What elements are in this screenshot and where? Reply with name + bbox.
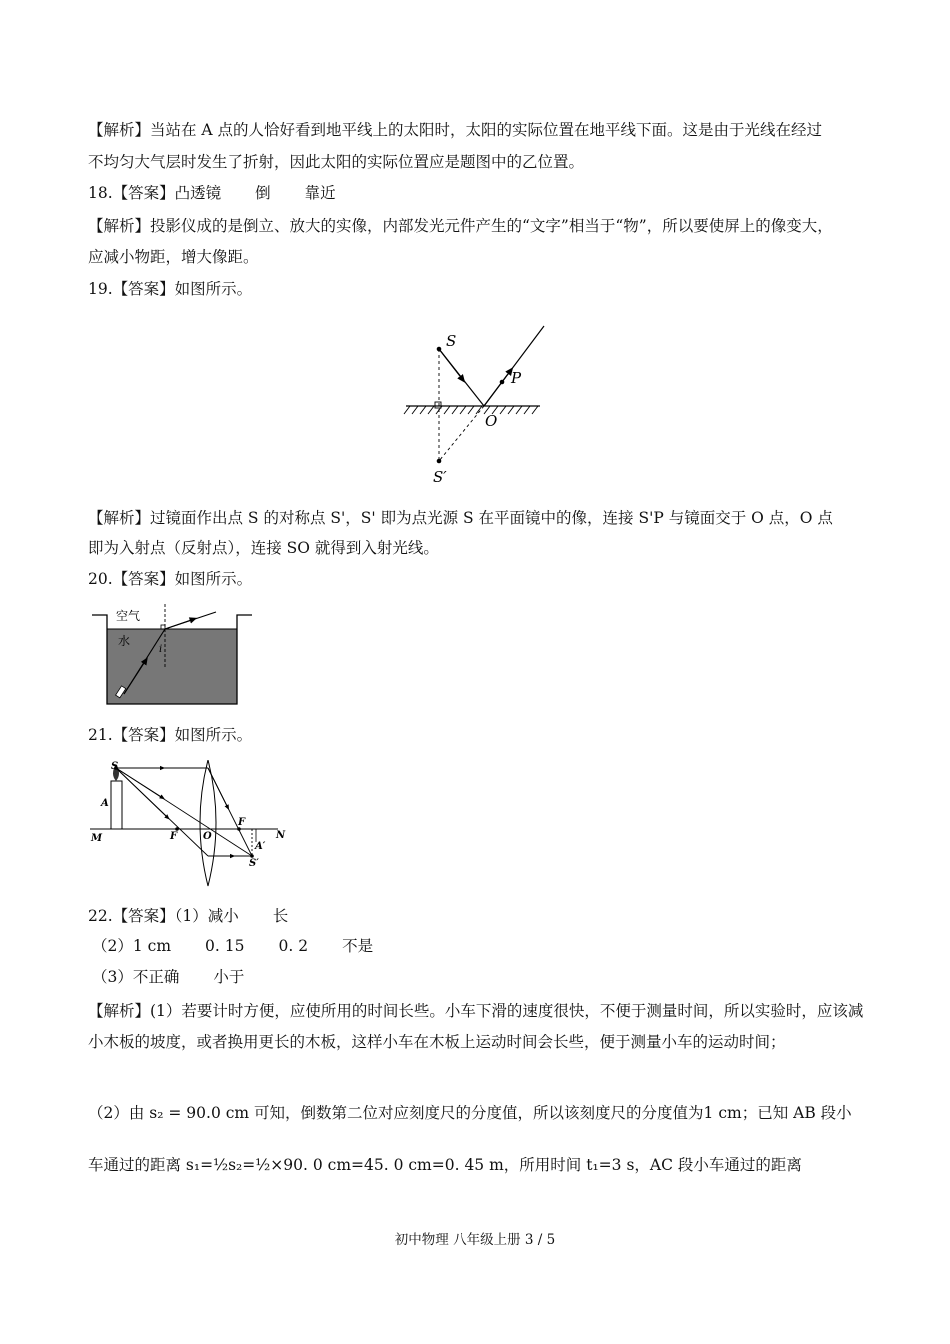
mirror-hatch <box>404 406 538 414</box>
q22-analysis-p3: 车通过的距离 s₁=½s₂=½×90. 0 cm=45. 0 cm=0. 45 m，所用时间 t₁=3 s，AC 段小车通过的距离 <box>88 1156 802 1174</box>
label-water: 水 <box>118 634 131 648</box>
label-S-prime: S′ <box>249 858 259 869</box>
candle <box>111 781 122 829</box>
q22-answer-2b: 0. 15 <box>205 937 245 955</box>
virtual-ray-line <box>439 406 484 461</box>
q22-answer-2d: 不是 <box>342 937 374 955</box>
label-S: S <box>111 761 119 772</box>
q22-analysis-p2: （2）由 s₂ = 90.0 cm 可知，倒数第二位对应刻度尺的分度值，所以该刻度尺的分度值为1 cm；已知 AB 段小 <box>88 1104 852 1122</box>
q18-answer-2: 倒 <box>255 184 271 202</box>
q22-analysis-p1: 【解析】(1）若要计时方便，应使所用的时间长些。小车下滑的速度很快，不便于测量时间，所以实验时，应该减小木板的坡度，或者换用更长的木板，这样小车在木板上运动时间会长些，便于测量小车的运动时间； <box>88 1002 864 1051</box>
q19-analysis-line2: 即为入射点（反射点），连接 SO 就得到入射光线。 <box>88 539 439 557</box>
q22-answer-2 <box>92 935 373 957</box>
q22-answer-2a: （2）1 cm <box>92 937 172 955</box>
q18-analysis-line2: 应减小物距，增大像距。 <box>88 248 259 266</box>
label-M: M <box>91 833 103 844</box>
q22-answer-3 <box>92 966 244 988</box>
q19-answer: 19.【答案】如图所示。 <box>88 280 253 298</box>
q19-analysis-line1: 【解析】过镜面作出点 S 的对称点 S'，S' 即为点光源 S 在平面镜中的像，连接 S'P 与镜面交于 O 点，O 点 <box>88 509 833 527</box>
q21-lens-figure <box>88 760 298 888</box>
point-S <box>437 347 442 352</box>
q20-refraction-figure <box>88 600 258 710</box>
q22-answer-1 <box>88 905 288 927</box>
q17-analysis-line1: 【解析】当站在 A 点的人恰好看到地平线上的太阳时，太阳的实际位置在地平线下面。这是由于光线在经过 <box>88 121 823 139</box>
q17-analysis-line2: 不均匀大气层时发生了折射，因此太阳的实际位置应是题图中的乙位置。 <box>88 153 585 171</box>
label-F1: F <box>170 831 178 842</box>
label-O: O <box>203 831 212 842</box>
page-footer: 初中物理 八年级上册 3 / 5 <box>394 1232 556 1248</box>
point-P <box>500 380 505 385</box>
label-N: N <box>276 830 286 841</box>
point-S-prime <box>437 459 442 464</box>
q21-answer: 21.【答案】如图所示。 <box>88 726 253 744</box>
q18-analysis-line1: 【解析】投影仪成的是倒立、放大的实像，内部发光元件产生的“文字”相当于“物”，所以要使屏上的像变大， <box>88 217 833 235</box>
q22-answer-2c: 0. 2 <box>278 937 309 955</box>
q18-answer-1: 18.【答案】凸透镜 <box>88 184 222 202</box>
q18-answer <box>88 182 336 204</box>
label-F2: F <box>238 817 246 828</box>
q20-answer: 20.【答案】如图所示。 <box>88 570 253 588</box>
q22-answer-3b: 小于 <box>213 968 245 986</box>
label-O: O <box>485 412 498 430</box>
right-angle-mark <box>435 402 441 408</box>
q18-answer-3: 靠近 <box>304 184 336 202</box>
q19-mirror-figure <box>400 318 550 488</box>
q22-answer-1b: 长 <box>272 907 289 925</box>
label-A-prime: A′ <box>255 841 266 852</box>
label-S: S <box>446 332 457 350</box>
q22-answer-1a: 22.【答案】（1）减小 <box>88 907 239 925</box>
q22-answer-3a: （3）不正确 <box>92 968 180 986</box>
label-S-prime: S′ <box>433 468 447 486</box>
label-P: P <box>511 369 522 387</box>
label-i: i <box>159 644 163 655</box>
label-air: 空气 <box>116 609 141 623</box>
label-A: A <box>101 798 109 809</box>
